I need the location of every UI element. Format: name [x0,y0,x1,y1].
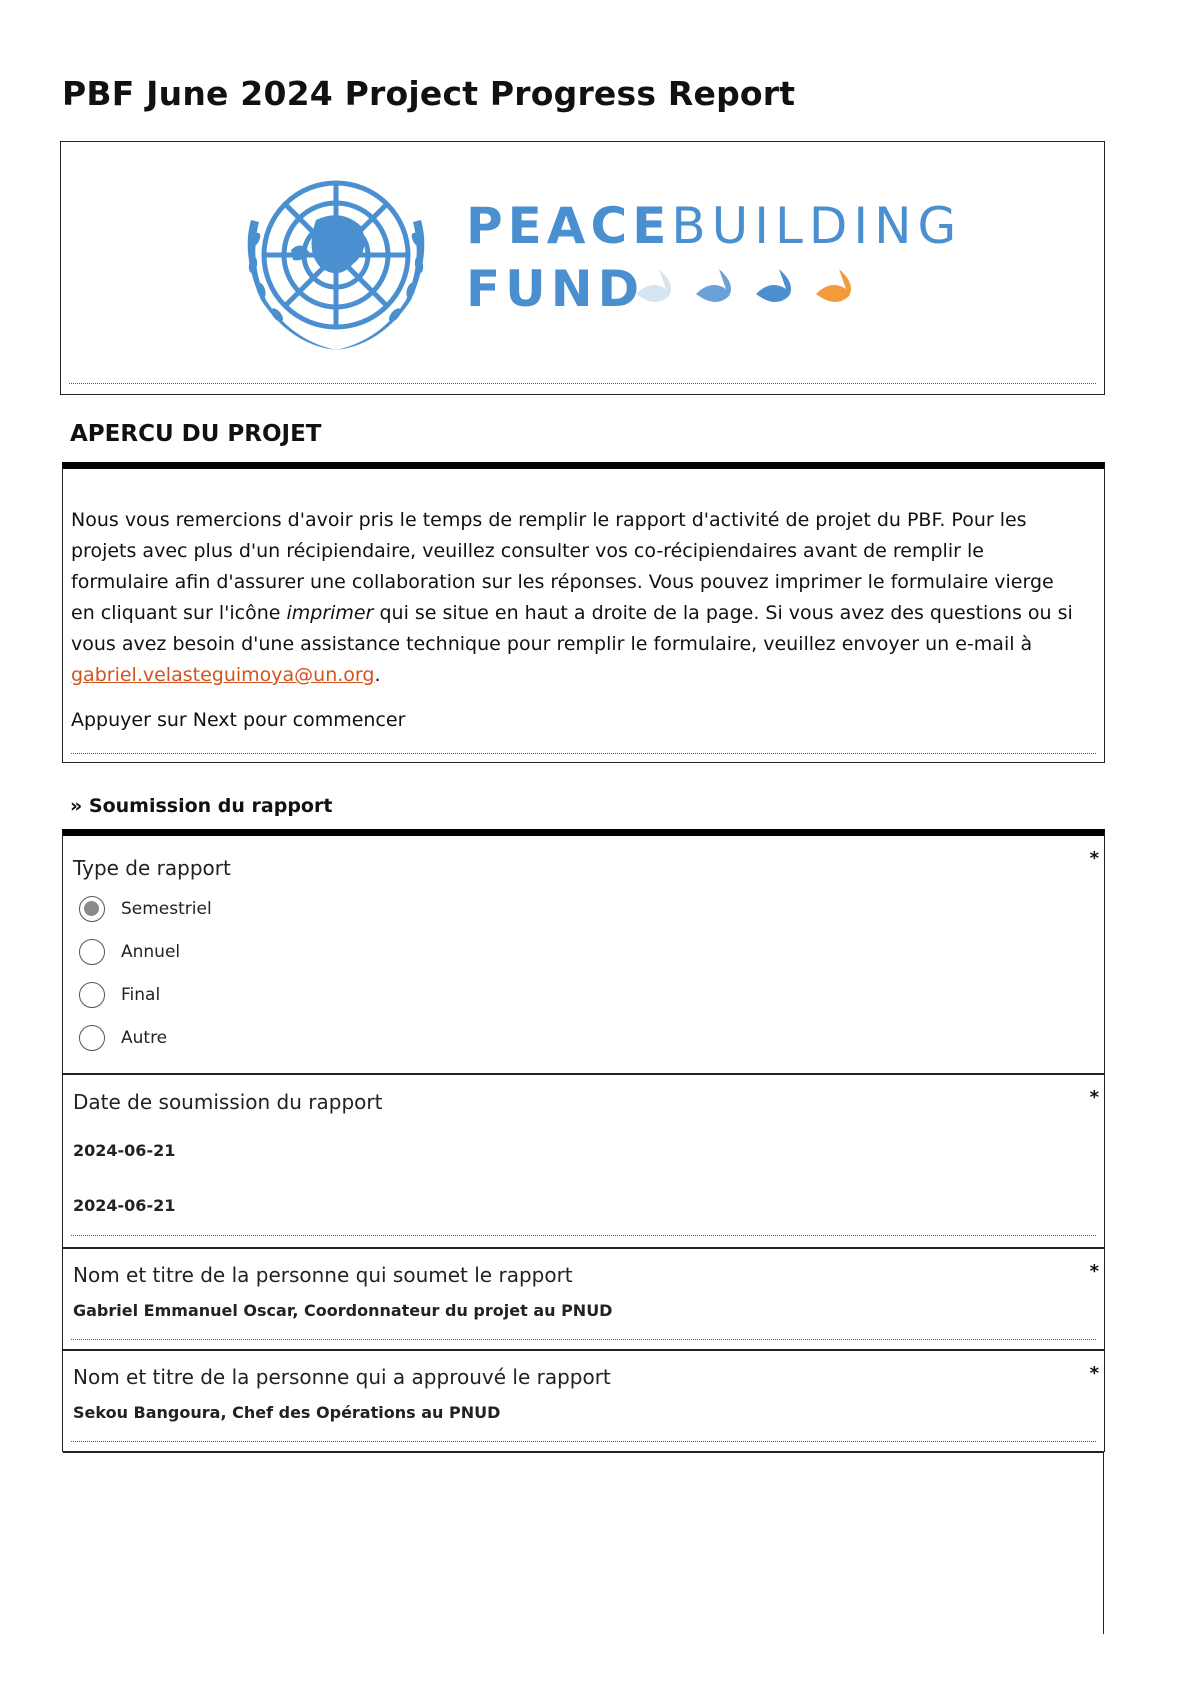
start-instruction: Appuyer sur Next pour commencer [71,709,406,731]
submission-date-field [63,1075,1104,1249]
radio-option-semestriel[interactable] [79,894,212,924]
divider [71,1441,1096,1442]
radio-option-autre[interactable] [79,1023,167,1053]
submission-panel [62,829,1105,1452]
divider [71,1339,1096,1340]
approver-field [63,1351,1104,1453]
radio-label: Annuel [121,942,181,962]
submission-date-value[interactable]: 2024-06-21 [73,1141,176,1160]
required-marker: * [1089,1363,1099,1384]
radio-button[interactable] [79,982,105,1008]
intro-text-part1: Nous vous remercions d'avoir pris le temps de remplir le rapport d'activité de projet du PBF. Pour les projets avec plus d'un récipiendaire, veuillez consulter vos co-récipiendaires avant de remplir le formulaire afin d'assurer une collaboration sur les réponses. Vous pouvez imprimer le formulaire vierge en cliquant sur l'icône [71,509,1054,624]
submitter-value[interactable]: Gabriel Emmanuel Oscar, Coordonnateur du projet au PNUD [73,1301,613,1320]
brand-peace: PEACE [466,197,672,255]
brand-building: BUILDING [671,197,963,255]
email-link[interactable]: gabriel.velasteguimoya@un.org [71,664,375,686]
intro-paragraph [71,505,1081,691]
divider [71,1235,1096,1236]
section-heading-overview: APERCU DU PROJET [70,421,322,447]
logo-banner [60,141,1105,395]
radio-option-final[interactable] [79,980,160,1010]
required-marker: * [1089,848,1099,869]
radio-label: Semestriel [121,899,212,919]
radio-label: Autre [121,1028,168,1048]
divider [69,383,1096,384]
approver-label: Nom et titre de la personne qui a approuvé le rapport [73,1365,611,1389]
doves-icon [631,264,871,314]
intro-emphasis: imprimer [286,602,374,624]
page-title: PBF June 2024 Project Progress Report [62,74,796,113]
radio-button[interactable] [79,1025,105,1051]
submitter-label: Nom et titre de la personne qui soumet le rapport [73,1263,573,1287]
approver-value[interactable]: Sekou Bangoura, Chef des Opérations au PNUD [73,1403,501,1422]
radio-label: Final [121,985,161,1005]
report-type-label: Type de rapport [73,856,231,880]
section-heading-submission: » Soumission du rapport [70,795,333,817]
page-border-line [1103,1452,1104,1634]
divider [71,753,1096,754]
radio-button-selected[interactable] [79,896,105,922]
submission-date-label: Date de soumission du rapport [73,1090,383,1114]
overview-panel [62,462,1105,763]
report-type-field [63,836,1104,1075]
intro-text-part2: qui se situe en haut a droite de la page. Si vous avez des questions ou si vous avez besoin d'une assistance technique pour remplir le formulaire, veuillez envoyer un e-mail à [71,602,1073,655]
radio-option-annuel[interactable] [79,937,180,967]
radio-button[interactable] [79,939,105,965]
required-marker: * [1089,1087,1099,1108]
un-emblem-icon [221,160,451,360]
brand-name-line1 [466,197,962,255]
submission-date-value-repeat[interactable]: 2024-06-21 [73,1196,176,1215]
brand-name-line2: FUND [466,260,645,318]
submitter-field [63,1249,1104,1351]
required-marker: * [1089,1261,1099,1282]
intro-text-end: . [374,664,381,686]
